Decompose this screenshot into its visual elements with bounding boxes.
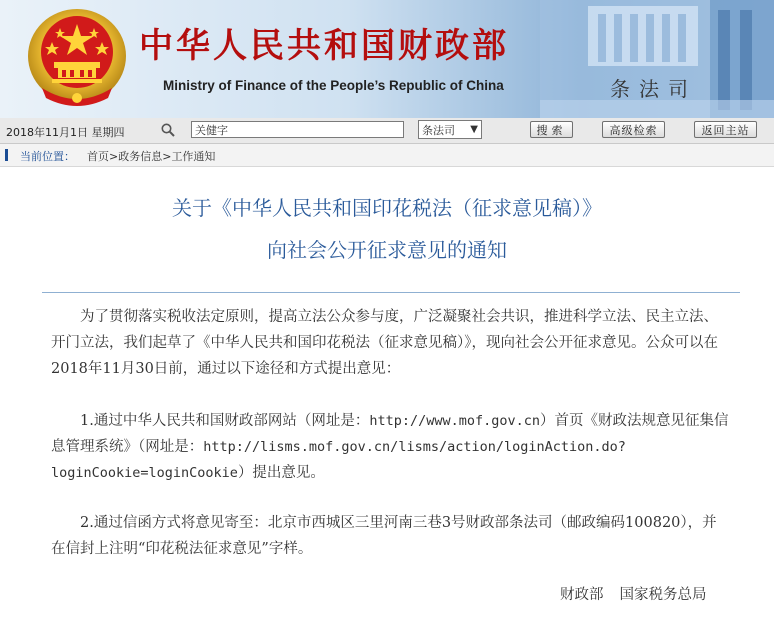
breadcrumb-label: 当前位置： (20, 150, 75, 163)
home-button[interactable]: 返回主站 (694, 121, 757, 138)
mof-website-link[interactable]: http://www.mof.gov.cn (369, 413, 541, 429)
current-date: 2018年11月1日 星期四 (6, 126, 125, 139)
advanced-search-button[interactable]: 高级检索 (602, 121, 665, 138)
title-divider (42, 292, 740, 293)
lisms-system-link[interactable]: http://lisms.mof.gov.cn/lisms/action/loginAction.do?loginCookie=loginCookie (51, 439, 626, 481)
site-banner (0, 0, 774, 118)
signature-sat: 国家税务总局 (619, 587, 707, 603)
breadcrumb-item-work-notice[interactable]: 工作通知 (171, 150, 216, 163)
breadcrumb-marker (5, 149, 8, 161)
signature-mof: 财政部 (560, 587, 604, 603)
chevron-down-icon: ▼ (470, 124, 478, 135)
article-title-line-1: 关于《中华人民共和国印花税法（征求意见稿）》 (172, 196, 602, 220)
site-title-cn: 中华人民共和国财政部 (139, 26, 509, 66)
intro-text: 为了贯彻落实税收法定原则，提高立法公众参与度，广泛凝聚社会共识，推进科学立法、民主立法、开门立法，我们起草了《中华人民共和国印花税法（征求意见稿）》，现向社会公开征求意见。公众可以在2018年11月30日前，通过以下途径和方式提出意见： (51, 309, 718, 377)
breadcrumb-separator: > (109, 150, 119, 163)
item2-text: 2.通过信函方式将意见寄至：北京市西城区三里河南三巷3号财政部条法司（邮政编码100820），并在信封上注明“印花税法征求意见”字样。 (51, 515, 717, 557)
item1-text-b: ）首页《财政法规意见征集信息管理系统》（网址是： (51, 413, 729, 455)
department-name: 条法司 (610, 77, 697, 101)
breadcrumb (0, 144, 774, 167)
search-button[interactable]: 搜索 (530, 121, 573, 138)
breadcrumb-item-home[interactable]: 首页 (87, 150, 109, 163)
article-title-line-2: 向社会公开征求意见的通知 (267, 238, 507, 262)
breadcrumb-separator: > (162, 150, 172, 163)
search-input[interactable] (191, 121, 404, 138)
item1-text-a: 1.通过中华人民共和国财政部网站（网址是： (80, 413, 370, 429)
search-scope-select[interactable] (418, 120, 482, 139)
article-signature (560, 583, 707, 604)
item1-text-c: ）提出意见。 (237, 465, 325, 481)
national-emblem-icon (24, 6, 130, 110)
article-paragraph-item-1 (51, 408, 731, 486)
breadcrumb-item-gov-info[interactable]: 政务信息 (118, 150, 163, 163)
article-paragraph-intro (51, 304, 731, 382)
search-icon (160, 122, 176, 138)
toolbar (0, 118, 774, 144)
breadcrumb-trail (87, 148, 215, 164)
search-scope-value: 条法司 (422, 123, 455, 137)
article-paragraph-item-2 (51, 510, 731, 562)
site-title-en: Ministry of Finance of the People’s Republic of China (163, 78, 504, 93)
